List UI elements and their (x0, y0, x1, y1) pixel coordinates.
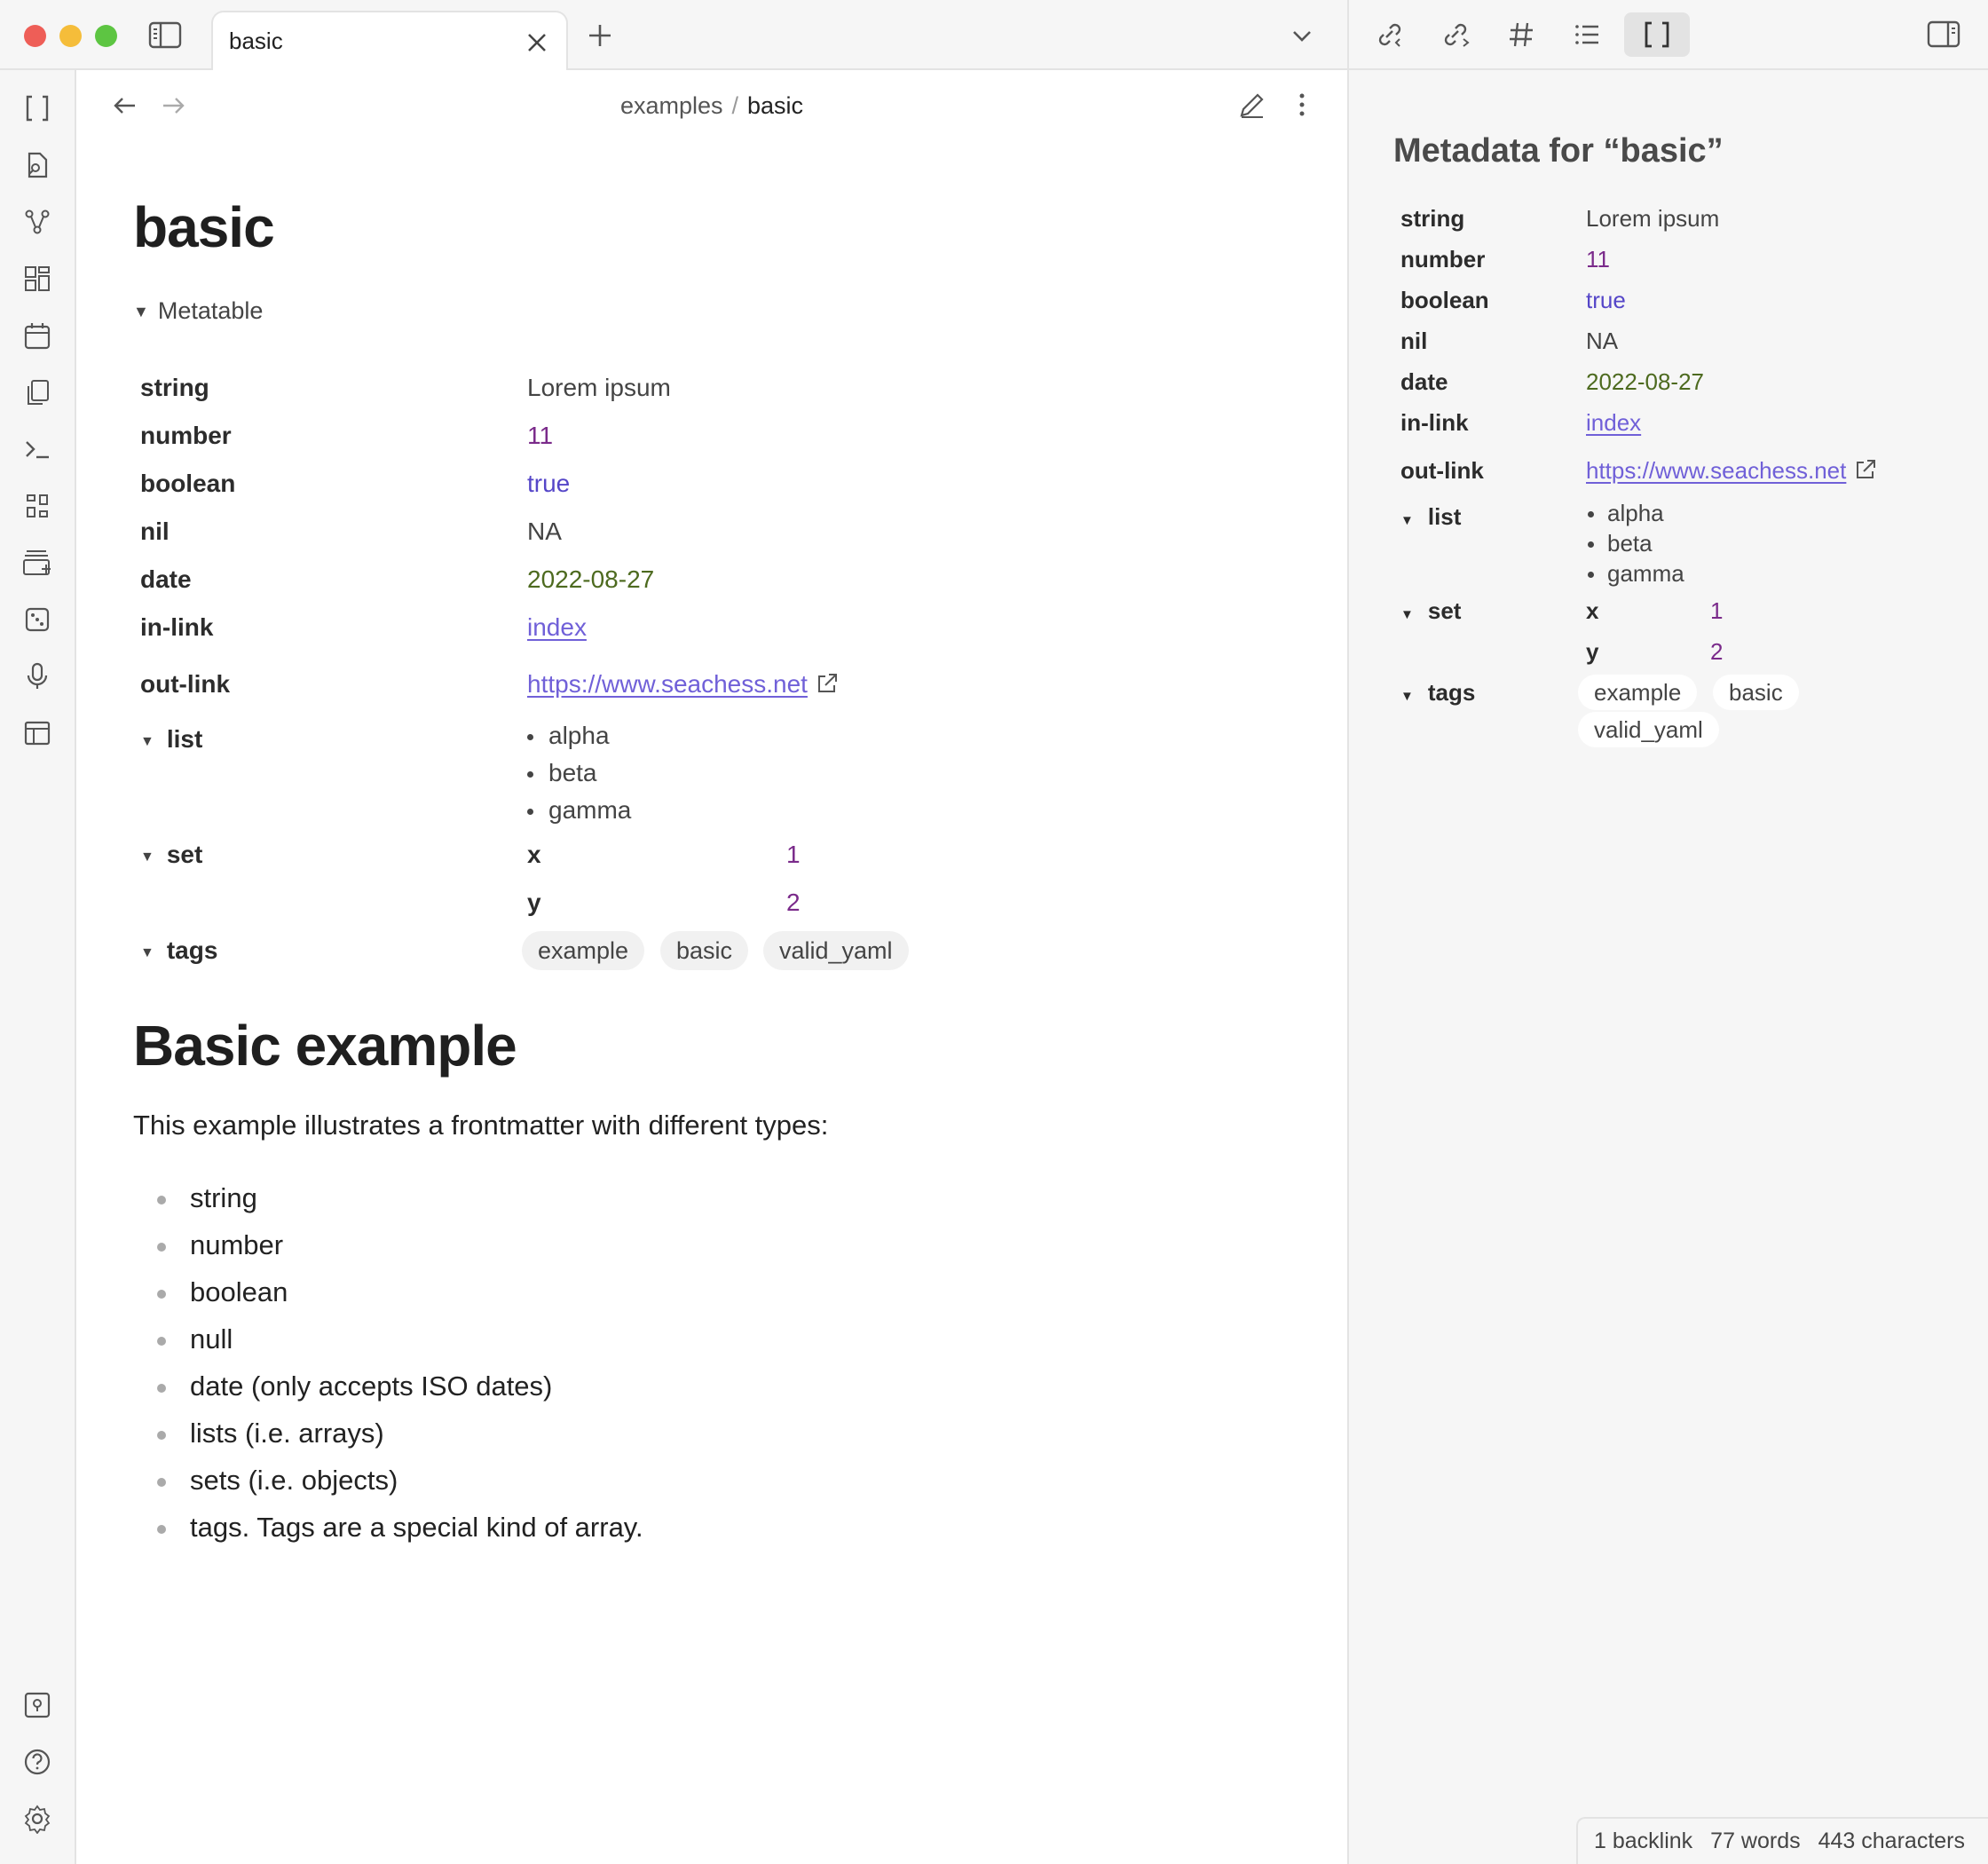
meta-key-nil: nil (1400, 328, 1428, 354)
brackets-icon[interactable] (20, 91, 55, 126)
meta-value-nil: NA (527, 517, 562, 545)
backlinks-icon[interactable] (1360, 12, 1420, 57)
settings-icon[interactable] (20, 1801, 55, 1836)
collapse-triangle-icon: ▼ (1400, 607, 1414, 622)
meta-key-tags[interactable] (1400, 679, 1475, 707)
collapse-triangle-icon: ▼ (140, 945, 154, 960)
breadcrumb-current[interactable]: basic (747, 92, 804, 119)
list-item: alpha (548, 722, 610, 749)
set-key-x: x (1586, 597, 1599, 624)
tag-pill[interactable]: example (1578, 675, 1697, 710)
right-sidebar-toggle-icon[interactable] (1913, 12, 1974, 57)
main-editor (76, 70, 1347, 1864)
content-heading: Basic example (133, 1014, 517, 1078)
tab-basic[interactable] (211, 11, 568, 71)
set-value-y: 2 (1710, 638, 1724, 665)
meta-key-list-label: list (1427, 503, 1462, 530)
meta-key-string: string (140, 374, 209, 401)
page-title: basic (133, 195, 274, 259)
help-icon[interactable] (20, 1744, 55, 1780)
metatable-label: Metatable (157, 297, 264, 324)
calendar-icon[interactable] (20, 318, 55, 353)
plus-icon[interactable] (584, 20, 616, 51)
microphone-icon[interactable] (20, 659, 55, 694)
meta-value-out-link (527, 670, 840, 702)
external-link-icon (815, 671, 840, 702)
list-item: string (190, 1182, 257, 1213)
list-item: beta (1607, 530, 1653, 557)
meta-key-out-link: out-link (1400, 457, 1484, 484)
meta-value-number: 11 (1586, 246, 1610, 272)
set-key-y: y (527, 889, 541, 916)
list-item: gamma (548, 796, 632, 824)
meta-key-boolean: boolean (140, 470, 236, 497)
collapse-triangle-icon: ▼ (133, 303, 149, 320)
meta-key-nil: nil (140, 517, 170, 545)
collapse-triangle-icon: ▼ (1400, 513, 1414, 528)
set-value-y: 2 (786, 889, 801, 916)
list-item: tags. Tags are a special kind of array. (190, 1512, 643, 1543)
breadcrumb (76, 92, 1347, 120)
meta-value-string: Lorem ipsum (1586, 205, 1720, 232)
meta-key-tags-label: tags (1427, 679, 1476, 706)
more-options-icon[interactable] (1285, 88, 1319, 122)
meta-key-list[interactable] (1400, 503, 1461, 531)
backlink-count[interactable]: 1 backlink (1594, 1828, 1693, 1853)
dice-icon[interactable] (20, 602, 55, 637)
meta-value-date: 2022-08-27 (527, 565, 655, 593)
list-item: beta (548, 759, 597, 786)
title-bar (0, 0, 1988, 70)
meta-value-in-link[interactable]: index (527, 613, 587, 641)
set-key-x: x (527, 841, 541, 868)
metadata-panel (1347, 70, 1988, 1864)
tag-pill[interactable]: basic (660, 931, 748, 970)
meta-key-in-link: in-link (140, 613, 214, 641)
set-value-x: 1 (786, 841, 801, 868)
search-file-icon[interactable] (20, 147, 55, 183)
list-item: boolean (190, 1276, 288, 1307)
breadcrumb-separator: / (731, 92, 739, 119)
status-bar (1576, 1817, 1988, 1864)
collapse-triangle-icon: ▼ (1400, 689, 1414, 704)
outgoing-links-icon[interactable] (1425, 12, 1486, 57)
new-card-icon[interactable] (20, 545, 55, 581)
meta-key-string: string (1400, 205, 1465, 232)
chevron-down-icon[interactable] (1287, 21, 1317, 51)
external-link-icon (1853, 457, 1878, 488)
sidebar-toggle-icon[interactable] (147, 20, 183, 51)
meta-key-number: number (1400, 246, 1486, 272)
panel-title: Metadata for “basic” (1393, 132, 1724, 170)
collapse-triangle-icon: ▼ (140, 734, 154, 749)
collapse-triangle-icon: ▼ (140, 849, 154, 865)
close-window-button[interactable] (24, 25, 46, 47)
meta-key-tags[interactable] (140, 936, 217, 965)
out-link[interactable]: https://www.seachess.net (1586, 457, 1847, 484)
meta-value-nil: NA (1586, 328, 1619, 354)
meta-key-set[interactable] (1400, 597, 1461, 625)
meta-value-out-link (1586, 457, 1878, 488)
meta-key-boolean: boolean (1400, 287, 1489, 313)
vault-icon[interactable] (20, 1687, 55, 1723)
list-item: null (190, 1323, 233, 1355)
out-link[interactable]: https://www.seachess.net (527, 670, 808, 698)
meta-value-number: 11 (527, 422, 554, 449)
meta-key-list-label: list (166, 725, 203, 753)
tag-pill[interactable]: valid_yaml (1578, 712, 1719, 747)
hash-icon[interactable] (1491, 12, 1551, 57)
meta-key-set-label: set (1427, 597, 1462, 624)
brackets-icon[interactable] (1624, 12, 1690, 57)
outline-icon[interactable] (1557, 12, 1617, 57)
meta-value-in-link[interactable]: index (1586, 409, 1642, 436)
word-count: 77 words (1710, 1828, 1801, 1853)
set-key-y: y (1586, 638, 1599, 665)
meta-key-set-label: set (166, 841, 203, 868)
tag-pill[interactable]: basic (1713, 675, 1799, 710)
right-sidebar-toolbar (1347, 0, 1988, 70)
character-count: 443 characters (1818, 1828, 1965, 1853)
set-value-x: 1 (1710, 597, 1724, 624)
meta-key-out-link: out-link (140, 670, 231, 698)
meta-key-in-link: in-link (1400, 409, 1469, 436)
list-item: sets (i.e. objects) (190, 1465, 398, 1496)
meta-value-boolean: true (527, 470, 571, 497)
maximize-window-button[interactable] (95, 25, 117, 47)
meta-key-date: date (1400, 368, 1448, 395)
left-ribbon (0, 70, 76, 1864)
meta-key-set[interactable] (140, 841, 202, 869)
tag-pill[interactable]: example (522, 931, 644, 970)
blocks-icon[interactable] (20, 261, 55, 296)
edit-pencil-icon[interactable] (1235, 88, 1269, 122)
sliders-icon[interactable] (20, 488, 55, 524)
list-item: number (190, 1229, 284, 1260)
tag-pill[interactable]: valid_yaml (763, 931, 909, 970)
copy-icon[interactable] (20, 375, 55, 410)
close-icon[interactable] (524, 29, 550, 56)
meta-key-date: date (140, 565, 192, 593)
meta-key-number: number (140, 422, 232, 449)
list-item: lists (i.e. arrays) (190, 1418, 384, 1449)
table-icon[interactable] (20, 715, 55, 751)
graph-icon[interactable] (20, 204, 55, 240)
list-item: gamma (1607, 560, 1684, 587)
tab-title: basic (229, 28, 283, 54)
minimize-window-button[interactable] (59, 25, 82, 47)
intro-paragraph: This example illustrates a frontmatter with different types: (133, 1110, 829, 1141)
meta-value-boolean: true (1586, 287, 1626, 313)
meta-key-list[interactable] (140, 725, 202, 754)
breadcrumb-parent[interactable]: examples (619, 92, 723, 119)
metatable-toggle[interactable] (133, 297, 263, 325)
list-item: alpha (1607, 500, 1664, 526)
terminal-icon[interactable] (20, 431, 55, 467)
meta-key-tags-label: tags (166, 936, 218, 964)
meta-value-string: Lorem ipsum (527, 374, 671, 401)
list-item: date (only accepts ISO dates) (190, 1370, 553, 1402)
meta-value-date: 2022-08-27 (1586, 368, 1704, 395)
